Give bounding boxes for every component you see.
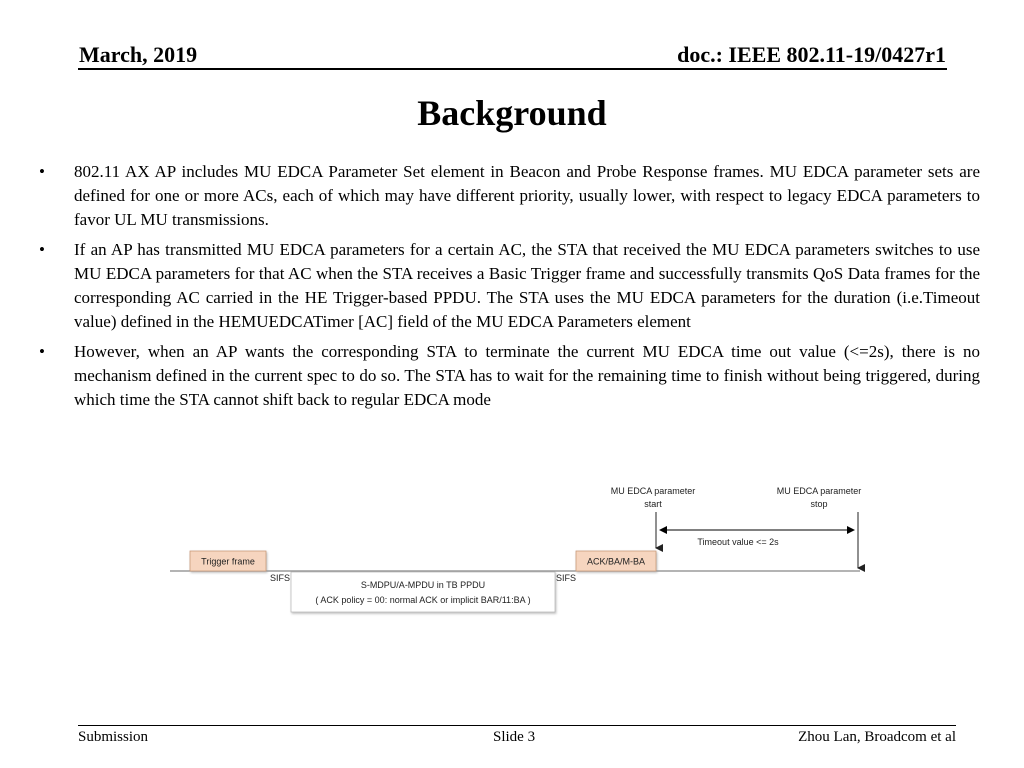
timing-diagram [160,478,880,628]
bullet-marker: • [39,162,45,181]
footer-slide-number: Slide 3 [493,729,536,745]
mu-edca-start-label-line2: start [644,499,662,509]
tb-ppdu-box [291,572,555,612]
tb-ppdu-label-line2: ( ACK policy = 00: normal ACK or implicit BAR/11:BA ) [315,595,531,605]
timeout-label: Timeout value <= 2s [697,537,779,547]
bullet-item [34,160,980,232]
tb-ppdu-label-line1: S-MDPU/A-MPDU in TB PPDU [360,580,486,590]
bullet-item [34,340,980,412]
footer-submission: Submission [78,729,149,745]
bullet-text: However, when an AP wants the corresponding STA to terminate the current MU EDCA time out value (<=2s), there is no mechanism defined in the current spec to do so. The STA has to wait for the remaining time to finish without being triggered, during which time the STA cannot shift back to regular EDCA mode [74,342,980,409]
header-divider [78,68,947,70]
bullet-list [34,160,980,418]
footer-author: Zhou Lan, Broadcom et al [798,729,956,745]
bullet-marker: • [39,342,45,361]
bullet-item [34,238,980,334]
sifs-right-label: SIFS [556,573,577,583]
mu-edca-stop-label-line1: MU EDCA parameter [776,486,862,496]
header-doc-id: doc.: IEEE 802.11-19/0427r1 [677,42,946,67]
trigger-frame-label: Trigger frame [201,556,255,567]
bullet-text: If an AP has transmitted MU EDCA parameters for a certain AC, the STA that received the MU EDCA parameters switches to use MU EDCA parameters for that AC when the STA receives a Basic Trigger frame and successfully transmits QoS Data frames for the corresponding AC carried in the HE Trigger-based PPDU. The STA uses the MU EDCA parameters for the duration (i.e.Timeout value) defined in the HEMUEDCATimer [AC] field of the MU EDCA Parameters element [74,240,980,331]
mu-edca-start-label-line1: MU EDCA parameter [610,486,696,496]
ack-label: ACK/BA/M-BA [586,556,646,567]
slide-title: Background [417,93,607,133]
mu-edca-stop-label-line2: stop [810,499,828,509]
sifs-left-label: SIFS [270,573,291,583]
footer-divider [78,725,956,726]
bullet-marker: • [39,240,45,259]
bullet-text: 802.11 AX AP includes MU EDCA Parameter Set element in Beacon and Probe Response frames. MU EDCA parameter sets are defined for one or more ACs, each of which may have different priority, usually lower, with respect to legacy EDCA parameters to favor UL MU transmissions. [74,162,980,229]
header-date: March, 2019 [79,42,198,67]
